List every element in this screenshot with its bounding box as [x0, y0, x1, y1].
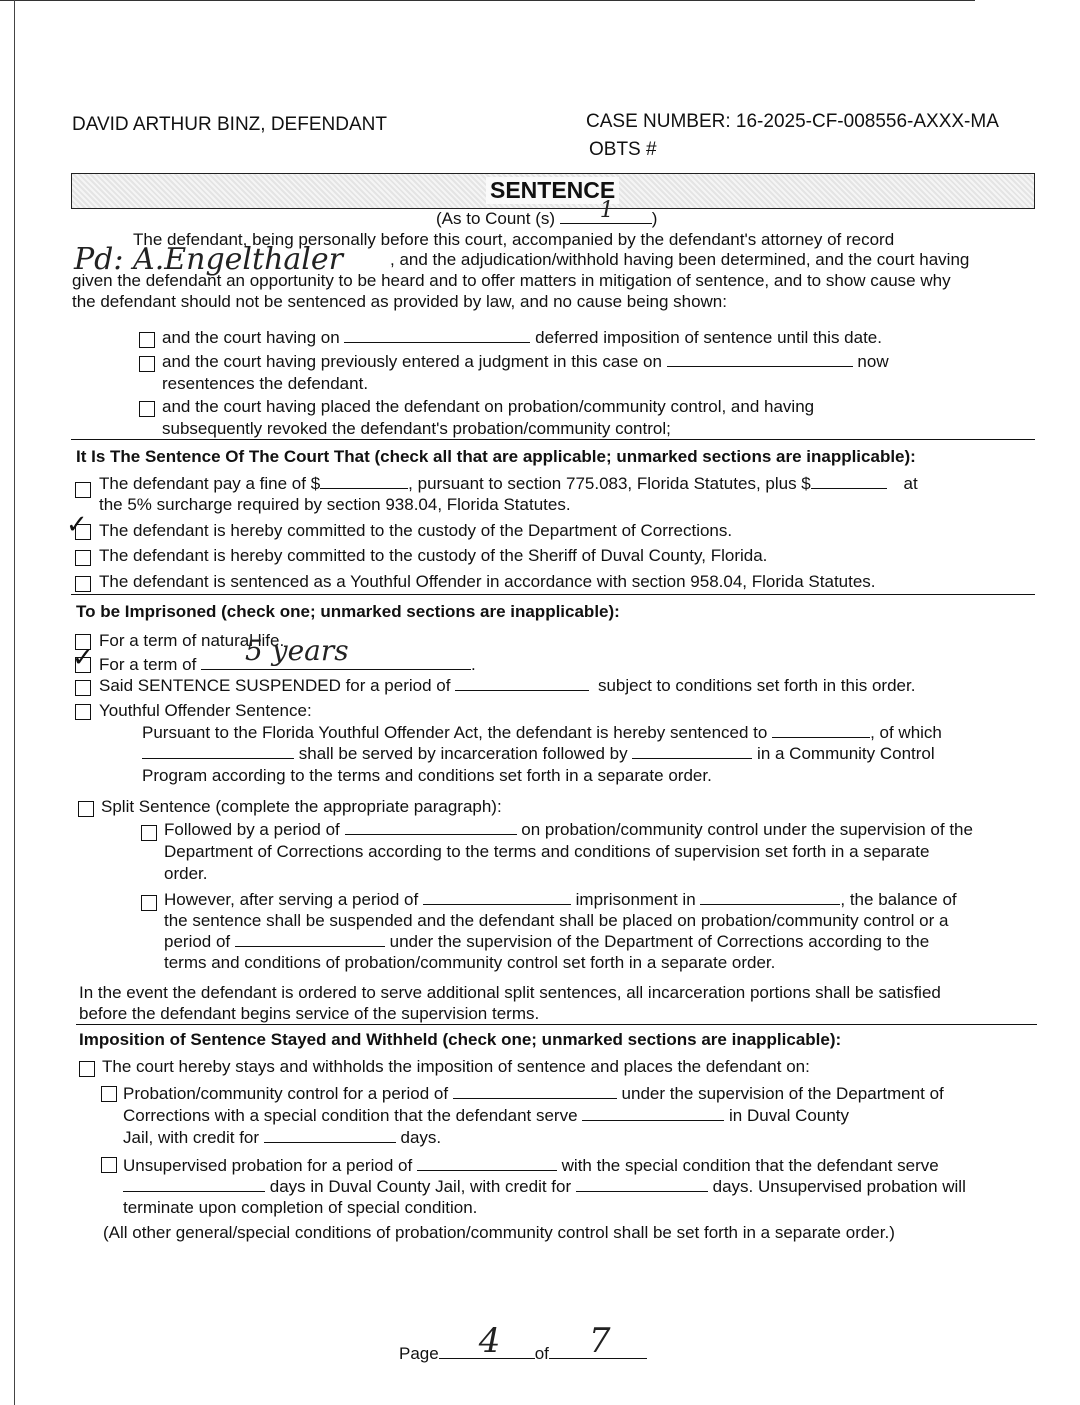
split-2-text-a: However, after serving a period of [164, 890, 419, 909]
surcharge-amount-blank[interactable] [811, 473, 887, 489]
handwritten-attorney: Pd: A.Engelthaler [74, 242, 343, 277]
split-checkbox[interactable] [78, 801, 94, 817]
split-1-line-1 [164, 819, 973, 840]
handwritten-term: 5 years [245, 634, 349, 667]
split-1-text-a: Followed by a period of [164, 820, 340, 839]
section-divider-3 [76, 1024, 1037, 1025]
probation-credit-blank[interactable] [264, 1127, 396, 1143]
probation-text-a: Probation/community control for a period of [123, 1084, 449, 1103]
fine-text-c: at [903, 474, 918, 493]
suspended-text-b: subject to conditions set forth in this order. [597, 676, 916, 695]
unsupervised-text-a: Unsupervised probation for a period of [123, 1156, 413, 1175]
youthful-line: The defendant is sentenced as a Youthful Offender in accordance with section 958.04, Florida Statutes. [99, 572, 876, 591]
stayed-main-line: The court hereby stays and withholds the imposition of sentence and places the defendant on: [102, 1057, 810, 1076]
split-2-line-2: the sentence shall be suspended and the defendant shall be placed on probation/community control or a [164, 911, 949, 930]
split-1-text-b: on probation/community control under the supervision of the [521, 820, 973, 839]
split-2-period-blank[interactable] [423, 889, 571, 905]
unsupervised-period-blank[interactable] [417, 1155, 557, 1171]
resentence-date-blank[interactable] [667, 351, 853, 367]
suspended-checkbox[interactable] [75, 680, 91, 696]
page-total-blank [549, 1321, 647, 1361]
doc-line: The defendant is hereby committed to the custody of the Department of Corrections. [99, 521, 733, 540]
page-label: Page [399, 1344, 439, 1363]
revoked-line-2: subsequently revoked the defendant's probation/community control; [162, 419, 671, 438]
term-checkmark-icon: ✓ [72, 643, 94, 673]
split-2-line-3 [164, 931, 929, 952]
term-blank[interactable] [201, 634, 471, 670]
yo-community-blank[interactable] [632, 743, 752, 759]
fine-amount-blank[interactable] [320, 473, 408, 489]
suspended-text-a: Said SENTENCE SUSPENDED for a period of [99, 676, 451, 695]
stayed-heading: Imposition of Sentence Stayed and Withheld (check one; unmarked sections are inapplicable): [79, 1030, 842, 1049]
event-line-2: before the defendant begins service of the supervision terms. [79, 1004, 540, 1023]
revoked-checkbox[interactable] [139, 401, 155, 417]
section-divider-2 [71, 594, 1035, 595]
unsupervised-line-2 [123, 1176, 966, 1197]
yo-line-2 [142, 743, 935, 764]
split-1-period-blank[interactable] [345, 819, 517, 835]
split-however-checkbox[interactable] [141, 895, 157, 911]
resentence-line [162, 351, 889, 372]
footnote: (All other general/special conditions of probation/community control shall be set forth in a separate order.) [103, 1223, 895, 1242]
life-line: For a term of natural life. [99, 631, 285, 650]
intro-line-4: the defendant should not be sentenced as provided by law, and no cause being shown: [72, 292, 727, 311]
stayed-checkbox[interactable] [79, 1061, 95, 1077]
yo-sentence-checkbox[interactable] [75, 704, 91, 720]
yo-text-2a: shall be served by incarceration followed by [298, 744, 628, 763]
yo-incarceration-blank[interactable] [142, 743, 294, 759]
handwritten-page-total: 7 [588, 1321, 611, 1361]
deferred-checkbox[interactable] [139, 332, 155, 348]
imprison-heading: To be Imprisoned (check one; unmarked sections are inapplicable): [76, 602, 620, 621]
term-text-a: For a term of [99, 655, 197, 674]
probation-checkbox[interactable] [101, 1086, 117, 1102]
page-current-blank [439, 1321, 535, 1361]
page-title: SENTENCE [486, 177, 619, 204]
deferred-text-a: and the court having on [162, 328, 340, 347]
count-blank [560, 198, 652, 224]
yo-line-1 [142, 722, 942, 743]
count-suffix: ) [651, 209, 658, 228]
resentence-line-2: resentences the defendant. [162, 374, 369, 393]
unsupervised-line-1 [123, 1155, 939, 1176]
probation-text-e: Jail, with credit for [123, 1128, 260, 1147]
split-2-line-4: terms and conditions of probation/community control set forth in a separate order. [164, 953, 776, 972]
split-label: Split Sentence (complete the appropriate paragraph): [101, 797, 502, 816]
resentence-text-b: now [857, 352, 889, 371]
obts-number: OBTS # [589, 139, 657, 160]
scan-left-edge [14, 0, 15, 1405]
split-followed-checkbox[interactable] [141, 825, 157, 841]
unsupervised-checkbox[interactable] [101, 1157, 117, 1173]
yo-text-1a: Pursuant to the Florida Youthful Offender Act, the defendant is hereby sentenced to [142, 723, 768, 742]
resentence-text-a: and the court having previously entered a judgment in this case on [162, 352, 662, 371]
probation-period-blank[interactable] [453, 1083, 617, 1099]
probation-text-b: under the supervision of the Department of [621, 1084, 944, 1103]
yo-text-2b: in a Community Control [757, 744, 935, 763]
probation-jail-blank[interactable] [582, 1105, 724, 1121]
unsupervised-jail-blank[interactable] [123, 1176, 265, 1192]
probation-text-c: Corrections with a special condition that the defendant serve [123, 1106, 578, 1125]
handwritten-page-current: 4 [478, 1321, 501, 1361]
unsupervised-text-d: days. Unsupervised probation will [712, 1177, 966, 1196]
doc-checkmark-icon: ✓ [66, 510, 88, 540]
split-2-text-c: , the balance of [840, 890, 957, 909]
intro-line-2: , and the adjudication/withhold having been determined, and the court having [390, 250, 970, 269]
suspended-line [99, 675, 915, 696]
unsupervised-line-3: terminate upon completion of special condition. [123, 1198, 478, 1217]
fine-line [99, 473, 918, 494]
page-of-label: of [534, 1344, 549, 1363]
sheriff-checkbox[interactable] [75, 550, 91, 566]
resentence-checkbox[interactable] [139, 356, 155, 372]
sheriff-line: The defendant is hereby committed to the custody of the Sheriff of Duval County, Florida. [99, 546, 768, 565]
probation-line-1 [123, 1083, 944, 1104]
split-2-probation-blank[interactable] [235, 931, 385, 947]
yo-line-3: Program according to the terms and conditions set forth in a separate order. [142, 766, 712, 785]
sentence-heading: It Is The Sentence Of The Court That (check all that are applicable; unmarked sections are inapplicable): [76, 447, 916, 466]
case-number: CASE NUMBER: 16-2025-CF-008556-AXXX-MA [586, 111, 999, 132]
fine-checkbox[interactable] [75, 482, 91, 498]
youthful-checkbox[interactable] [75, 576, 91, 592]
split-1-line-3: order. [164, 864, 208, 883]
fine-line-2: the 5% surcharge required by section 938.04, Florida Statutes. [99, 495, 571, 514]
page-number [399, 1321, 647, 1364]
split-2-text-e: period of [164, 932, 231, 951]
probation-text-d: in Duval County [729, 1106, 850, 1125]
defendant-name: DAVID ARTHUR BINZ, DEFENDANT [72, 114, 387, 135]
handwritten-count: 1 [599, 198, 614, 223]
section-divider-1 [71, 439, 1035, 440]
deferred-date-blank[interactable] [344, 327, 530, 343]
unsupervised-text-c: days in Duval County Jail, with credit for [269, 1177, 572, 1196]
revoked-line-1: and the court having placed the defendant on probation/community control, and having [162, 397, 815, 416]
fine-text-b: , pursuant to section 775.083, Florida Statutes, plus $ [408, 474, 811, 493]
deferred-line [162, 327, 882, 348]
split-2-text-b: imprisonment in [575, 890, 696, 909]
split-2-text-f: under the supervision of the Department of Corrections according to the [389, 932, 930, 951]
yo-sentence-blank[interactable] [772, 722, 870, 738]
yo-text-1b: , of which [870, 723, 942, 742]
count-line [436, 198, 658, 229]
scan-top-edge [0, 0, 975, 1]
event-line-1: In the event the defendant is ordered to serve additional split sentences, all incarceration portions shall be satisfied [79, 983, 941, 1002]
yo-label: Youthful Offender Sentence: [99, 701, 312, 720]
suspended-period-blank[interactable] [455, 675, 589, 691]
split-1-line-2: Department of Corrections according to the terms and conditions of supervision set forth in a separate [164, 842, 930, 861]
probation-line-2 [123, 1105, 849, 1126]
intro-line-1: The defendant, being personally before this court, accompanied by the defendant's attorney of record [133, 230, 895, 249]
unsupervised-credit-blank[interactable] [576, 1176, 708, 1192]
split-2-line-1 [164, 889, 957, 910]
split-2-place-blank[interactable] [700, 889, 840, 905]
count-prefix: (As to Count (s) [436, 209, 556, 228]
intro-line-3: given the defendant an opportunity to be heard and to offer matters in mitigation of sentence, and to show cause why [72, 271, 951, 290]
term-text-b: . [471, 655, 476, 674]
probation-text-f: days. [400, 1128, 442, 1147]
deferred-text-b: deferred imposition of sentence until this date. [535, 328, 882, 347]
unsupervised-text-b: with the special condition that the defendant serve [561, 1156, 939, 1175]
fine-text-a: The defendant pay a fine of $ [99, 474, 321, 493]
probation-line-3 [123, 1127, 441, 1148]
